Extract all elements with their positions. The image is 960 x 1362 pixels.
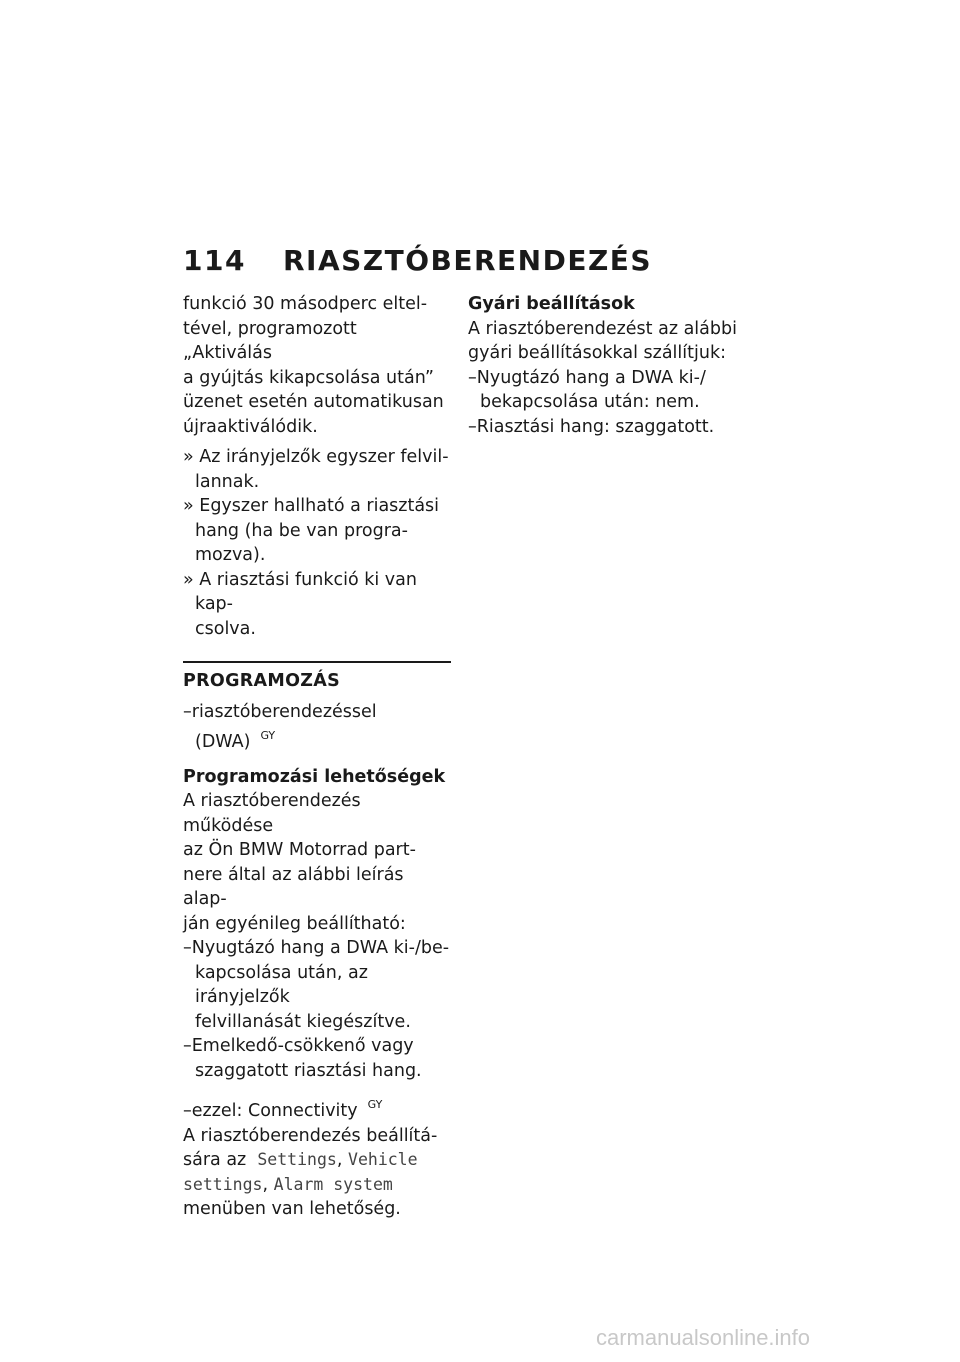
list-item <box>183 936 451 1034</box>
list-item <box>183 445 451 494</box>
menu-path: settings <box>183 1174 263 1194</box>
text-line: –Emelkedő-csökkenő vagy <box>183 1036 414 1056</box>
text-line: ján egyénileg beállítható: <box>183 913 406 934</box>
variant-label: –ezzel: Connectivity <box>183 1101 358 1121</box>
watermark: carmanualsonline.info <box>596 1325 811 1350</box>
text-line: üzenet esetén automatikusan <box>183 392 444 412</box>
separator: , <box>336 1150 343 1170</box>
subheading: Gyári beállítások <box>468 294 635 314</box>
text-line <box>183 1173 451 1198</box>
left-column <box>183 292 451 1222</box>
options-list <box>183 936 451 1083</box>
country-code: GY <box>367 1098 383 1111</box>
text-line: » Egyszer hallható a riasztási <box>183 496 440 516</box>
text-line: kapcsolása után, az irányjelzők <box>195 962 368 1007</box>
text-line: menüben van lehetőség. <box>183 1199 401 1219</box>
variant-label: (DWA) <box>195 732 251 752</box>
list-item <box>183 568 451 642</box>
text-line: tével, programozott „Aktiválás <box>183 318 357 363</box>
list-item <box>183 1034 451 1083</box>
text-line: –riasztóberendezéssel <box>183 701 377 722</box>
text-line <box>183 1148 451 1173</box>
text-line: szaggatott riasztási hang. <box>195 1060 422 1081</box>
menu-path: Settings <box>257 1150 337 1169</box>
text-line: hang (ha be van progra- <box>195 520 408 541</box>
variant-note <box>183 700 451 755</box>
variant-note <box>183 1093 451 1124</box>
factory-paragraph <box>468 317 738 366</box>
list-item <box>468 415 738 440</box>
text-line: –Nyugtázó hang a DWA ki-/be- <box>183 938 450 958</box>
factory-list <box>468 366 738 440</box>
text-line: A riasztóberendezést az alábbi <box>468 318 737 339</box>
text-line: nere által az alábbi leírás alap- <box>183 864 404 909</box>
page-number: 114 <box>183 244 246 277</box>
text-line: a gyújtás kikapcsolása után” <box>183 367 434 388</box>
text-line: újraaktiválódik. <box>183 416 318 437</box>
result-list <box>183 445 451 641</box>
text-line: csolva. <box>195 618 256 639</box>
text-line: » Az irányjelzők egyszer felvil- <box>183 447 449 467</box>
text-line <box>183 724 451 755</box>
page-title: RIASZTÓBERENDEZÉS <box>283 244 653 277</box>
country-code: GY <box>260 729 276 742</box>
text-line: lannak. <box>195 471 260 492</box>
text-line: mozva). <box>195 545 266 565</box>
menu-path: Vehicle <box>348 1150 418 1169</box>
intro-paragraph <box>183 292 451 439</box>
subheading: Programozási lehetőségek <box>183 766 446 787</box>
text-line: funkció 30 másodperc eltel- <box>183 294 428 314</box>
text-line: gyári beállításokkal szállítjuk: <box>468 343 726 363</box>
text-line: az Ön BMW Motorrad part- <box>183 840 416 860</box>
right-column <box>468 292 738 439</box>
text-line: bekapcsolása után: nem. <box>480 392 700 412</box>
text-line: » A riasztási funkció ki van kap- <box>183 569 417 614</box>
text-line: felvillanását kiegészítve. <box>195 1011 411 1032</box>
text-span: sára az <box>183 1150 247 1170</box>
section-title: PROGRAMOZÁS <box>183 671 340 691</box>
text-line: A riasztóberendezés beállítá- <box>183 1125 438 1146</box>
options-paragraph <box>183 789 451 936</box>
text-line: –Riasztási hang: szaggatott. <box>468 416 715 437</box>
separator: , <box>262 1174 269 1195</box>
list-item <box>183 494 451 568</box>
text-line: –Nyugtázó hang a DWA ki-/ <box>468 367 706 388</box>
page-header <box>183 244 652 277</box>
menu-path: Alarm system <box>273 1174 393 1194</box>
settings-paragraph <box>183 1124 451 1222</box>
text-line: A riasztóberendezés működése <box>183 791 361 836</box>
section-divider <box>183 661 451 663</box>
list-item <box>468 366 738 415</box>
